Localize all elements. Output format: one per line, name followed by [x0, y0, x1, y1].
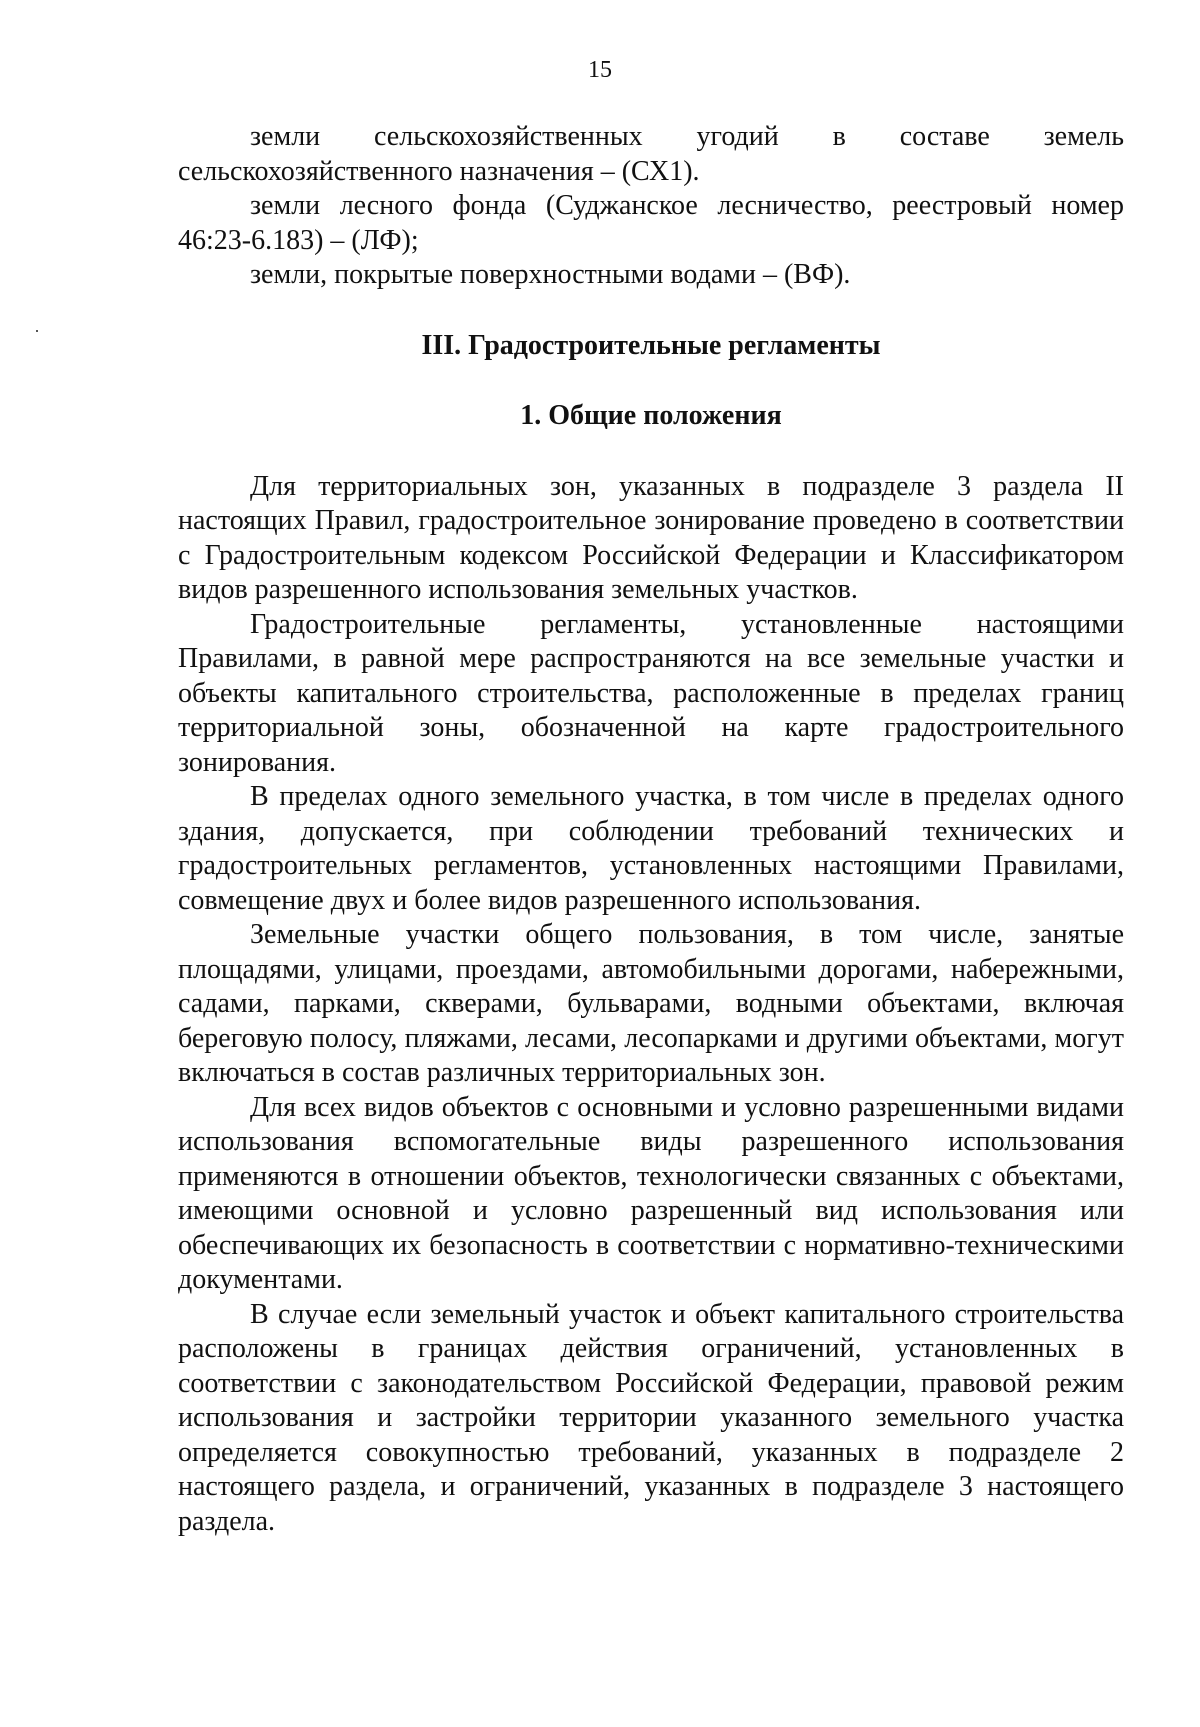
- scan-artifact-dot: [36, 330, 38, 332]
- intro-paragraph-forest-fund: земли лесного фонда (Суджанское лесничество, реестровый номер 46:23-6.183) – (ЛФ);: [178, 190, 1124, 256]
- paragraph-restrictions: В случае если земельный участок и объект капитального строительства расположены в границах действия ограничений, установленных в соответствии с законодательством Российской Федерации, правовой режим использования и застройки территории указанного земельного участка определяется совокупностью требований, указанных в подразделе 2 настоящего раздела, и ограничений, указанных в подразделе 3 настоящего раздела.: [178, 1298, 1124, 1537]
- paragraph-regulations-scope: Градостроительные регламенты, установленные настоящими Правилами, в равной мере распространяются на все земельные участки и объекты капитального строительства, расположенные в пределах границ территориальной зоны, обозначенной на карте градостроительного зонирования.: [178, 608, 1124, 778]
- intro-paragraph-water-land: земли, покрытые поверхностными водами – (ВФ).: [250, 259, 851, 290]
- page-number: 15: [588, 57, 612, 83]
- document-body: [178, 120, 1124, 1539]
- paragraph-auxiliary-uses: Для всех видов объектов с основными и условно разрешенными видами использования вспомогательные виды разрешенного использования применяются в отношении объектов, технологически связанных с объектами, имеющими основной и условно разрешенный вид использования или обеспечивающих их безопасность в соответствии с нормативно-техническими документами.: [178, 1091, 1124, 1295]
- subsection-heading: 1. Общие положения: [520, 400, 782, 431]
- paragraph-combined-uses: В пределах одного земельного участка, в том числе в пределах одного здания, допускается, при соблюдении требований технических и градостроительных регламентов, установленных настоящими Правилами, совмещение двух и более видов разрешенного использования.: [178, 781, 1124, 916]
- paragraph-public-land: Земельные участки общего пользования, в том числе, занятые площадями, улицами, проездами, автомобильными дорогами, набережными, садами, парками, скверами, бульварами, водными объектами, включая береговую полосу, пляжами, лесами, лесопарками и другими объектами, могут включаться в состав различных территориальных зон.: [178, 919, 1124, 1088]
- section-heading: III. Градостроительные регламенты: [421, 329, 881, 361]
- paragraph-territorial-zones: Для территориальных зон, указанных в подразделе 3 раздела II настоящих Правил, градостроительное зонирование проведено в соответствии с Градостроительным кодексом Российской Федерации и Классификатором видов разрешенного использования земельных участков.: [178, 470, 1124, 605]
- intro-paragraph-agricultural-land: земли сельскохозяйственных угодий в составе земель сельскохозяйственного назначения – (СХ1).: [178, 121, 1124, 187]
